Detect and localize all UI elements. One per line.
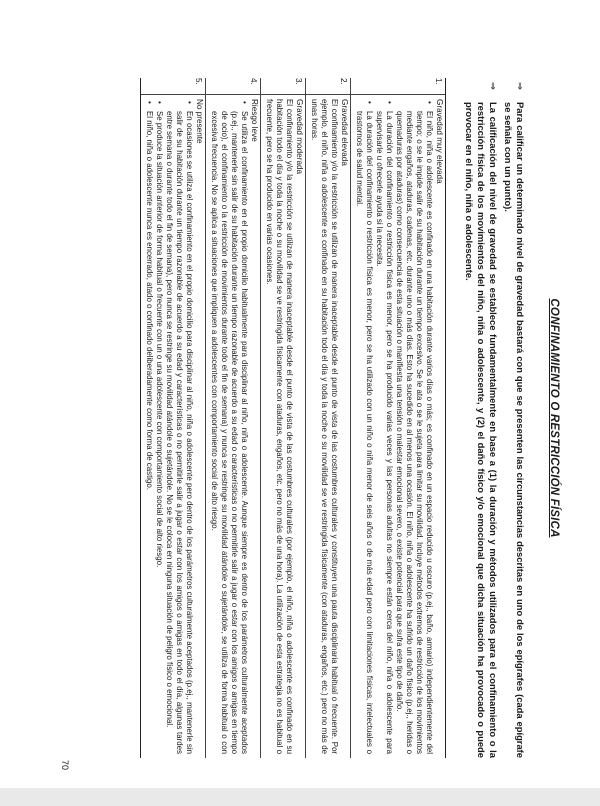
criterion	[209, 99, 249, 754]
criterion-text: La duración del confinamiento o restricción física es menor, pero se ha utilizado con un niño o niña menor de seis años o de más edad pero con limitaciones físicas, intelectuales o trastornos de salud mental.	[355, 111, 375, 754]
level-number: 1.	[434, 78, 443, 85]
level-content	[141, 94, 205, 758]
instruction-text: Para calificar un determinado nivel de gravedad bastará con que se presenten las circunstancias descritas en uno de los epígrafes (cada epígrafe se señala con un punto).	[503, 102, 526, 758]
level-title: Gravedad muy elevada	[435, 99, 444, 184]
page-number: 70	[60, 759, 70, 770]
level-number: 2.	[339, 78, 349, 85]
criterion	[154, 99, 164, 754]
instruction-item	[463, 82, 499, 758]
bullet-icon: •	[154, 101, 164, 104]
bullet-icon: •	[384, 101, 394, 104]
instruction-text: La calificación del nivel de gravedad se establece fundamentalmente en base a (1) la duración y métodos utilizados para el confinamiento o la restricción física de los movimientos del niño, niña o adolescente, y (2) el daño físico y/o emocional que dicha situación ha provocado o puede provocar en el niño, niña o adolescente.	[464, 102, 499, 758]
severity-row	[205, 78, 260, 758]
criterion-text: Se utiliza el confinamiento en el propio domicilio habitualmente para disciplinar al niño, niña o adolescente. Aunque siempre es dentro de los parámetros culturalmente aceptados (p.ej., mantenerle sin salir de su habitación durante un tiempo razonable de acuerdo a su edad o características o no permitirle salir a jugar o estar con los amigos o amigas en tiempo de ocio), el confinamiento o la restricción de movimientos durante todo el fin de semana) y nunca se restringe su movilidad atándole o sujetándole, se utiliza de forma habitual o con excesiva frecuencia. No se aplica a situaciones que impliquen a adolescentes con comportamiento social de alto riesgo.	[209, 111, 249, 754]
instructions	[460, 82, 526, 758]
severity-row	[260, 78, 305, 758]
level-content	[261, 94, 305, 758]
criterion-text: Se produce la situación anterior de forma habitual o frecuente con un o una adolescente con comportamiento social de alto riesgo.	[154, 111, 164, 568]
bullet-icon: •	[184, 101, 194, 104]
rotated-document-page	[10, 58, 570, 778]
criterion	[164, 99, 194, 754]
bullet-icon: •	[424, 101, 434, 104]
bullet-icon: •	[145, 101, 155, 104]
criterion-text: La duración del confinamiento o restricción física es menor, pero se ha producido varias veces y las personas adultas no siempre están cerca del niño, niña o adolescente para supervisarle u ofrecerle ayuda si la necesita.	[375, 111, 394, 754]
arrow-icon: ⇒	[515, 82, 526, 90]
severity-table	[140, 78, 446, 758]
criterion	[374, 99, 394, 754]
bullet-icon: •	[239, 101, 249, 104]
instruction-item	[502, 82, 526, 758]
level-number: 4.	[249, 78, 259, 85]
criterion-text: El confinamiento y/o la restricción se utilizan de manera inaceptable desde el punto de vista de las costumbres culturales y constituyen una pauta disciplinaria habitual o frecuente. Por ejemplo, el niño, niña o adolescente es confinado en su habitación todo el día y toda la noche o su movilidad se ve restringida físicamente (con ataduras, engaños, etc.) pero no más de unas horas.	[310, 99, 339, 754]
level-title: No presente	[195, 99, 205, 144]
arrow-icon: ⇒	[488, 82, 499, 90]
document-title: CONFINAMIENTO O RESTRICCIÓN FÍSICA	[548, 298, 560, 538]
severity-row	[141, 78, 205, 758]
level-title: Riesgo leve	[250, 99, 260, 142]
criterion-text: En ocasiones se utiliza el confinamiento en el propio domicilio para disciplinar al niño, niña o adolescente pero dentro de los parámetros culturalmente aceptados (p.ej., mantenerle sin salir de su habitación durante un tiempo razonable de acuerdo a su edad y características o no permitirle salir a jugar o estar con los amigos o amigas en todo el día, algunas tardes entre semana o durante todo el fin de semana), pero nunca se restringe su movilidad atándole o sujetándole. No se le coloca en ninguna situación de peligro físico o emocional.	[164, 111, 194, 754]
level-content	[351, 94, 445, 758]
level-content	[206, 94, 260, 758]
viewer-bottom-bar	[0, 788, 600, 806]
severity-row	[305, 78, 350, 758]
criterion	[354, 99, 374, 754]
criterion	[394, 99, 434, 754]
criterion-text: El niño, niña o adolescente nunca es encerrado, atado o confinado deliberadamente como forma de castigo.	[145, 111, 155, 491]
bullet-icon: •	[365, 101, 375, 104]
level-content	[306, 94, 350, 758]
level-title: Gravedad elevada	[340, 99, 350, 166]
level-title: Gravedad moderada	[295, 99, 305, 175]
level-number: 3.	[294, 78, 304, 85]
criterion-text: El confinamiento y/o la restricción se utilizan de manera inaceptable desde el punto de vista de las costumbres culturales (por ejemplo, el niño, niña o adolescente es confinado en su habitación todo el día y toda la noche o su movilidad se ve restringida físicamente con ataduras, engaños, etc. pero no más de una hora). La utilización de esta estrategia no es habitual o frecuente, pero se ha producido en varias ocasiones.	[265, 99, 294, 754]
severity-row	[350, 78, 445, 758]
level-number: 5.	[194, 78, 204, 85]
criterion	[144, 99, 154, 754]
criterion-text: El niño, niña o adolescente es confinado en una habitación durante varios días o más; es confinado en un espacio reducido u oscuro (p.ej., baño, armario) independientemente del tiempo; o se le impide salir de su habitación durante un tiempo excesivo. Se le ata o se le sujeta para limitar su movilidad. Incluye métodos extremos de restricción de los movimientos mediante engaños, ataduras, cadenas, etc. durante uno o más días. Esto ha sucedido en al menos una ocasión. El niño, niña o adolescente ha sufrido un daño físico (p.ej., heridas o quemaduras por ataduras) como consecuencia de esta situación o manifiesta una tensión o malestar emocional severo, o existe potencial para que sufra este tipo de daño.	[394, 111, 434, 754]
